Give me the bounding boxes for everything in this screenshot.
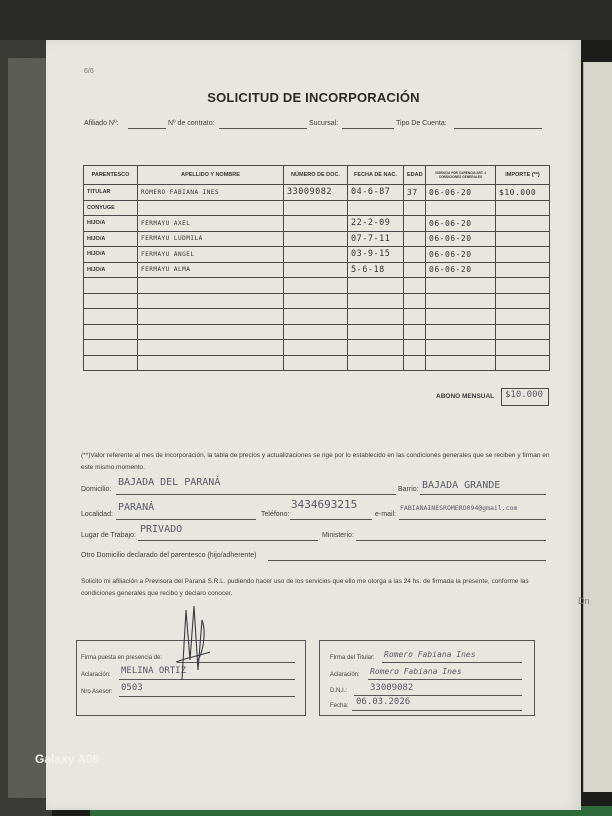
afiliado-line — [128, 128, 166, 129]
table-cell-age: 37 — [404, 185, 426, 201]
header-importe: IMPORTE (**) — [496, 166, 550, 185]
table-cell-imp — [496, 247, 550, 263]
table-cell-doc — [284, 309, 348, 325]
table-cell-name: FERMAYU ALMA — [138, 262, 284, 278]
table-cell-doc — [284, 216, 348, 232]
table-row — [84, 247, 550, 263]
table-cell-name — [138, 355, 284, 371]
table-cell-vig: 06-06-20 — [426, 262, 496, 278]
telefono-label: Teléfono: — [261, 511, 290, 518]
contrato-line — [219, 128, 307, 129]
table-cell-age — [404, 340, 426, 356]
telefono-value: 3434693215 — [291, 498, 358, 511]
ministerio-label: Ministerio: — [322, 532, 354, 539]
domicilio-label: Domicilio: — [81, 486, 112, 493]
table-cell-vig — [426, 355, 496, 371]
table-cell-doc — [284, 247, 348, 263]
table-cell-vig — [426, 324, 496, 340]
abono-label: ABONO MENSUAL — [436, 393, 495, 400]
table-cell-name — [138, 200, 284, 216]
background-top — [0, 0, 612, 40]
email-label: e-mail: — [375, 511, 397, 518]
table-cell-vig — [426, 200, 496, 216]
table-body — [84, 185, 550, 371]
barrio-line — [420, 494, 546, 495]
domicilio-value: BAJADA DEL PARANÁ — [118, 477, 221, 488]
afiliado-label: Afiliado Nº: — [84, 120, 119, 127]
abono-box — [501, 388, 549, 406]
table-row — [84, 293, 550, 309]
witness-aclaracion-label: Aclaración: — [81, 672, 111, 678]
table-cell-name — [138, 324, 284, 340]
table-cell-rel: HIJO/A — [84, 231, 138, 247]
titular-aclaracion-line — [368, 679, 522, 680]
table-cell-vig: 06-06-20 — [426, 185, 496, 201]
table-cell-doc — [284, 231, 348, 247]
titular-firma-label: Firma del Titular: — [330, 655, 375, 661]
table-cell-dob: 04-6-87 — [348, 185, 404, 201]
table-cell-name: ROMERO FABIANA INES — [138, 185, 284, 201]
witness-aclaracion-value: MELINA ORTIZ — [121, 666, 187, 676]
table-cell-name — [138, 340, 284, 356]
table-cell-imp — [496, 216, 550, 232]
table-cell-dob — [348, 324, 404, 340]
table-cell-dob — [348, 355, 404, 371]
table-cell-doc — [284, 293, 348, 309]
email-value: FABIANAINESROMERO094@gmail.com — [400, 504, 518, 512]
table-cell-rel — [84, 324, 138, 340]
table-cell-rel: TITULAR — [84, 185, 138, 201]
table-cell-age — [404, 247, 426, 263]
table-cell-dob — [348, 278, 404, 294]
table-cell-doc — [284, 278, 348, 294]
table-cell-doc — [284, 200, 348, 216]
adjacent-sheet — [583, 62, 612, 792]
table-cell-imp — [496, 262, 550, 278]
titular-dni-line — [354, 695, 522, 696]
table-cell-dob — [348, 200, 404, 216]
barrio-label: Barrio: — [398, 486, 419, 493]
table-cell-name: FERMAYU AXEL — [138, 216, 284, 232]
table-cell-age — [404, 309, 426, 325]
table-cell-imp — [496, 340, 550, 356]
adjacent-sheet-mark: Dn — [578, 596, 590, 606]
table-row — [84, 309, 550, 325]
table-cell-rel — [84, 355, 138, 371]
table-header-row — [84, 166, 550, 185]
pricing-note: (**)Valor referente al mes de incorporación, la tabla de precios y actualizaciones se rige por lo establecido en las condiciones generales que se reciben y firman en este mismo momento. — [81, 452, 550, 471]
table-row — [84, 340, 550, 356]
table-cell-imp — [496, 309, 550, 325]
solicito-text: Solicito mi afiliación a Previsora del Paraná S.R.L. pudiendo hacer uso de los servicios que ello me otorga a las 24 hs. de firmada la presente, conforme las condiciones generales que recibo y declaro conocer. — [81, 578, 529, 597]
header-fecha-nac: FECHA DE NAC. — [348, 166, 404, 185]
page-number: 6/6 — [84, 68, 94, 75]
table-cell-age — [404, 324, 426, 340]
barrio-value: BAJADA GRANDE — [422, 480, 501, 491]
sucursal-line — [342, 128, 394, 129]
header-vigencia: VIGENCIA POR CARENCIA ART. 4 CONDICIONES GENERALES — [426, 166, 496, 185]
table-cell-dob — [348, 340, 404, 356]
table-row — [84, 355, 550, 371]
header-nombre: APELLIDO Y NOMBRE — [138, 166, 284, 185]
table-cell-rel — [84, 278, 138, 294]
table-cell-age — [404, 231, 426, 247]
camera-watermark: Galaxy A06 — [35, 752, 100, 766]
table-cell-age — [404, 278, 426, 294]
underlying-page-edge — [8, 58, 48, 798]
witness-asesor-label: Nro Asesor: — [81, 689, 113, 695]
witness-asesor-line — [119, 696, 295, 697]
table-cell-vig: 06-06-20 — [426, 231, 496, 247]
form-page — [46, 40, 581, 810]
table-cell-rel: HIJO/A — [84, 216, 138, 232]
table-cell-rel — [84, 293, 138, 309]
trabajo-label: Lugar de Trabajo: — [81, 532, 136, 539]
tipo-cuenta-label: Tipo De Cuenta: — [396, 120, 447, 127]
localidad-line — [116, 519, 256, 520]
table-cell-rel — [84, 340, 138, 356]
titular-firma-value: Romero Fabiana Ines — [384, 650, 476, 659]
table-cell-name: FERMAYU LUDMILA — [138, 231, 284, 247]
domicilio-line — [116, 494, 396, 495]
table-cell-imp — [496, 324, 550, 340]
table-cell-imp — [496, 293, 550, 309]
table-cell-vig: 06-06-20 — [426, 247, 496, 263]
page-title: SOLICITUD DE INCORPORACIÓN — [207, 90, 420, 105]
table-cell-age — [404, 262, 426, 278]
table-cell-vig: 06-06-20 — [426, 216, 496, 232]
table-cell-name: FERMAYU ANGEL — [138, 247, 284, 263]
table-cell-dob — [348, 309, 404, 325]
table-cell-imp: $10.000 — [496, 185, 550, 201]
table-cell-rel — [84, 309, 138, 325]
table-row — [84, 216, 550, 232]
titular-aclaracion-label: Aclaración: — [330, 672, 360, 678]
header-parentesco: PARENTESCO — [84, 166, 138, 185]
table-cell-age — [404, 355, 426, 371]
table-cell-dob: 03-9-15 — [348, 247, 404, 263]
table-cell-imp — [496, 200, 550, 216]
table-cell-dob: 07-7-11 — [348, 231, 404, 247]
titular-box — [319, 640, 535, 716]
trabajo-value: PRIVADO — [140, 524, 183, 535]
abono-value: $10.000 — [505, 390, 543, 400]
otro-domicilio-line — [268, 560, 546, 561]
table-cell-rel: HIJO/A — [84, 262, 138, 278]
telefono-line — [290, 519, 372, 520]
titular-firma-line — [382, 662, 522, 663]
trabajo-line — [138, 540, 318, 541]
titular-dni-label: D.N.I.: — [330, 688, 348, 694]
witness-asesor-value: 0503 — [121, 683, 143, 693]
table-cell-doc — [284, 355, 348, 371]
header-edad: EDAD — [404, 166, 426, 185]
members-table — [83, 165, 550, 371]
table-row — [84, 278, 550, 294]
titular-fecha-line — [352, 710, 522, 711]
table-cell-age — [404, 216, 426, 232]
localidad-value: PARANÁ — [118, 502, 155, 513]
table-cell-dob — [348, 293, 404, 309]
witness-signature — [168, 600, 216, 690]
table-row — [84, 231, 550, 247]
table-cell-rel: CONYUGE — [84, 200, 138, 216]
contrato-label: Nº de contrato: — [168, 120, 215, 127]
table-cell-name — [138, 293, 284, 309]
table-cell-imp — [496, 355, 550, 371]
email-line — [399, 519, 546, 520]
table-cell-vig — [426, 309, 496, 325]
header-doc: NÚMERO DE DOC. — [284, 166, 348, 185]
table-cell-imp — [496, 278, 550, 294]
table-cell-dob: 5-6-18 — [348, 262, 404, 278]
table-cell-vig — [426, 340, 496, 356]
table-cell-age — [404, 293, 426, 309]
titular-fecha-value: 06.03.2026 — [356, 697, 411, 707]
ministerio-line — [356, 540, 546, 541]
table-cell-doc — [284, 324, 348, 340]
titular-fecha-label: Fecha: — [330, 703, 349, 709]
localidad-label: Localidad: — [81, 511, 113, 518]
witness-firma-label: Firma puesta en presencia de: — [81, 655, 163, 661]
table-row — [84, 200, 550, 216]
table-cell-age — [404, 200, 426, 216]
table-cell-rel: HIJO/A — [84, 247, 138, 263]
table-row — [84, 324, 550, 340]
titular-aclaracion-value: Romero Fabiana Ines — [370, 667, 462, 676]
table-row — [84, 262, 550, 278]
table-row — [84, 185, 550, 201]
tipo-cuenta-line — [454, 128, 542, 129]
table-cell-name — [138, 309, 284, 325]
table-cell-doc: 33009082 — [284, 185, 348, 201]
sucursal-label: Sucursal: — [309, 120, 339, 127]
table-cell-doc — [284, 340, 348, 356]
table-cell-name — [138, 278, 284, 294]
table-cell-imp — [496, 231, 550, 247]
table-cell-vig — [426, 278, 496, 294]
titular-dni-value: 33009082 — [370, 683, 414, 693]
table-cell-doc — [284, 262, 348, 278]
table-cell-dob: 22-2-09 — [348, 216, 404, 232]
table-cell-vig — [426, 293, 496, 309]
otro-domicilio-label: Otro Domicilio declarado del parentesco (hijo/adherente) — [81, 552, 257, 559]
